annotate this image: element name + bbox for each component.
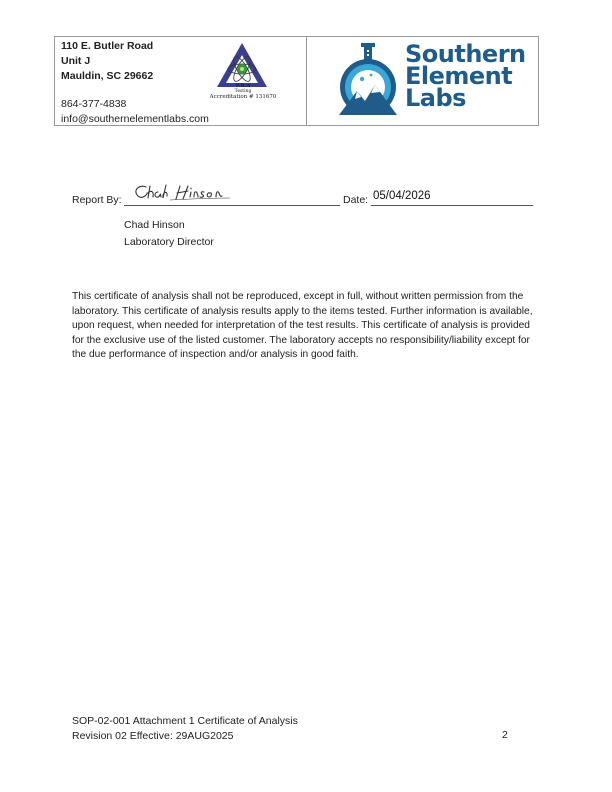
address-line-2: Unit J — [61, 55, 91, 67]
header-box — [54, 36, 539, 126]
footer-line-2: Revision 02 Effective: 29AUG2025 — [72, 730, 234, 742]
date-value: 05/04/2026 — [373, 190, 431, 202]
lab-address — [61, 39, 209, 127]
pra-logo-line3: Accreditation # 131670 — [209, 94, 277, 100]
date-line — [371, 205, 533, 206]
disclaimer-paragraph: This certificate of analysis shall not be reproduced, except in full, without written permission from the laboratory. This certificate of analysis results apply to the items tested. Further information is available, upon request, when needed for interpretation of the test results. This certificate of analysis is provided for the exclusive use of the listed customer. The laboratory accepts no responsibility/liability except for the due performance of inspection and/or analysis in good faith. — [72, 291, 533, 361]
lab-phone: 864-377-4838 — [61, 98, 127, 110]
company-name-line2: Element — [405, 62, 513, 90]
report-by-label: Report By: — [72, 194, 122, 206]
lab-email: info@southernelementlabs.com — [61, 113, 209, 125]
pra-logo-text — [205, 83, 281, 101]
address-line-3: Mauldin, SC 29662 — [61, 70, 154, 82]
company-name-line1: Southern — [405, 40, 526, 68]
company-name — [405, 40, 526, 112]
pra-logo-line2: Testing — [234, 89, 252, 94]
report-by-line — [124, 205, 340, 206]
footer-line-1: SOP-02-001 Attachment 1 Certificate of Analysis — [72, 715, 298, 727]
date-label: Date: — [343, 194, 369, 206]
signer-block — [124, 217, 214, 251]
signature-image — [130, 182, 240, 204]
signer-title: Laboratory Director — [124, 236, 214, 248]
header-divider — [306, 37, 307, 125]
address-line-1: 110 E. Butler Road — [61, 40, 154, 52]
pra-logo-line1: P.R.A — [235, 83, 251, 89]
flask-mountain-logo-icon — [333, 41, 403, 121]
signer-name: Chad Hinson — [124, 219, 185, 231]
document-footer — [72, 714, 298, 744]
report-signature-row — [72, 186, 542, 210]
page-number: 2 — [502, 729, 508, 741]
company-name-line3: Labs — [405, 84, 466, 112]
